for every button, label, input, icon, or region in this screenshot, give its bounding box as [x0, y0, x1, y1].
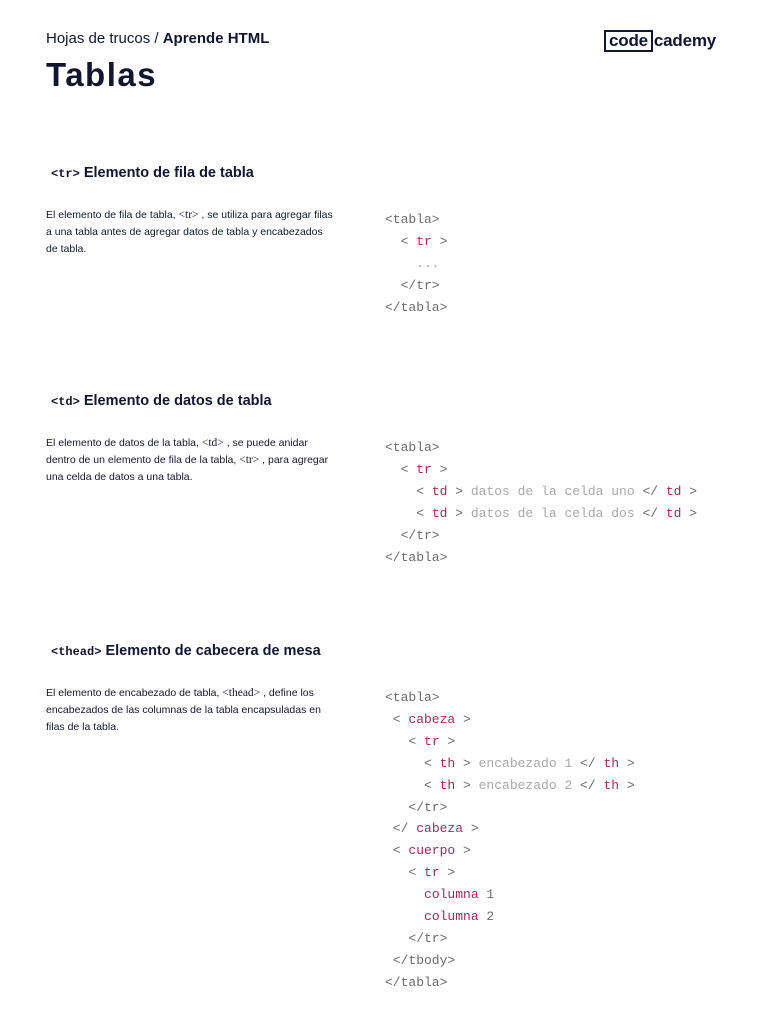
- logo-cademy: cademy: [653, 31, 717, 50]
- code-punct: >: [681, 483, 698, 499]
- code-block: [385, 437, 697, 568]
- code-line: [385, 437, 697, 459]
- code-punct: [385, 909, 424, 924]
- code-keyword: th: [439, 777, 456, 793]
- code-punct: </tabla>: [385, 299, 448, 315]
- desc-inline-code: <tr>: [239, 454, 260, 466]
- code-line: [385, 297, 447, 319]
- code-punct: >: [455, 711, 471, 727]
- breadcrumb-prefix: Hojas de trucos /: [46, 30, 163, 47]
- code-punct: >: [431, 461, 448, 477]
- code-line: [385, 459, 697, 481]
- code-keyword: td: [431, 483, 448, 499]
- desc-text: , se puede anidar dentro de un elemento de fila de la tabla,: [46, 437, 308, 466]
- code-punct: >: [455, 777, 479, 793]
- code-line: [385, 906, 635, 928]
- section-title: [51, 165, 254, 181]
- code-punct: </: [634, 505, 666, 521]
- code-placeholder: datos de la celda uno: [470, 483, 635, 499]
- desc-text: , para agregar una celda de datos a una tabla.: [46, 454, 329, 483]
- code-punct: >: [619, 755, 635, 771]
- section-title: [51, 393, 272, 409]
- logo-code: code: [604, 30, 653, 52]
- code-line: [385, 503, 697, 525]
- code-line: [385, 753, 635, 775]
- code-punct: 2: [478, 909, 495, 925]
- code-punct: </: [385, 821, 417, 837]
- code-punct: >: [455, 755, 479, 771]
- section-heading: Elemento de cabecera de mesa: [105, 643, 321, 659]
- code-placeholder: encabezado 1: [478, 755, 573, 771]
- code-keyword: columna: [424, 909, 479, 925]
- code-keyword: tr: [416, 233, 432, 249]
- code-placeholder: datos de la celda dos: [470, 505, 635, 521]
- section-tag: <td>: [51, 395, 80, 409]
- code-punct: >: [455, 843, 471, 859]
- code-punct: <: [385, 711, 409, 727]
- code-line: [385, 884, 635, 906]
- section-description: [46, 685, 336, 736]
- page-title: Tablas: [46, 56, 158, 93]
- code-keyword: td: [665, 505, 682, 521]
- code-punct: <: [385, 755, 440, 771]
- code-punct: <: [385, 505, 432, 521]
- desc-inline-code: <tr>: [178, 209, 199, 221]
- code-block: [385, 687, 635, 994]
- code-punct: <: [385, 843, 409, 859]
- code-keyword: th: [603, 755, 620, 771]
- desc-text: El elemento de fila de tabla,: [46, 209, 179, 221]
- code-line: [385, 731, 635, 753]
- code-placeholder: ...: [385, 255, 440, 271]
- code-line: [385, 231, 447, 253]
- code-placeholder: encabezado 2: [478, 777, 573, 793]
- desc-inline-code: <td>: [201, 437, 224, 449]
- code-punct: </tr>: [385, 799, 448, 815]
- desc-text: , se utiliza para agregar filas a una tabla antes de agregar datos de tabla y encabezados de tabla.: [46, 209, 333, 255]
- code-line: [385, 775, 635, 797]
- code-line: [385, 818, 635, 840]
- code-keyword: th: [603, 777, 620, 793]
- code-keyword: tr: [416, 461, 432, 477]
- code-line: [385, 950, 635, 972]
- desc-text: , define los encabezados de las columnas de la tabla encapsuladas en filas de la tabla.: [46, 687, 321, 733]
- code-punct: >: [619, 777, 635, 793]
- code-keyword: tr: [424, 733, 440, 749]
- code-punct: <tabla>: [385, 690, 440, 705]
- breadcrumb: [46, 30, 269, 47]
- code-line: [385, 525, 697, 547]
- code-punct: </tbody>: [385, 952, 456, 968]
- code-line: [385, 253, 447, 275]
- desc-text: El elemento de datos de la tabla,: [46, 437, 202, 449]
- desc-text: El elemento de encabezado de tabla,: [46, 687, 223, 699]
- code-punct: </tr>: [385, 930, 448, 946]
- code-punct: </: [572, 755, 604, 771]
- code-punct: >: [439, 865, 456, 881]
- code-keyword: td: [431, 505, 448, 521]
- section-title: [51, 643, 321, 659]
- code-punct: </tr>: [385, 527, 440, 543]
- code-punct: >: [463, 821, 479, 837]
- desc-inline-code: <thead>: [222, 687, 261, 699]
- code-punct: >: [447, 505, 471, 521]
- code-punct: [385, 887, 424, 902]
- section-heading: Elemento de fila de tabla: [83, 165, 254, 181]
- code-keyword: th: [439, 755, 456, 771]
- code-punct: <: [385, 233, 417, 249]
- code-punct: <: [385, 733, 425, 749]
- code-punct: <: [385, 483, 432, 499]
- section-description: [46, 435, 336, 486]
- code-line: [385, 209, 447, 231]
- section-description: [46, 207, 336, 258]
- section-tag: <thead>: [51, 645, 102, 659]
- code-punct: >: [447, 483, 471, 499]
- code-line: [385, 547, 697, 569]
- code-line: [385, 840, 635, 862]
- section-tag: <tr>: [51, 167, 80, 181]
- code-line: [385, 687, 635, 709]
- code-punct: >: [439, 733, 456, 749]
- codecademy-logo: [604, 30, 716, 52]
- code-punct: </: [572, 777, 604, 793]
- code-block: [385, 209, 447, 319]
- code-line: [385, 275, 447, 297]
- code-line: [385, 709, 635, 731]
- code-punct: >: [681, 505, 698, 521]
- code-line: [385, 928, 635, 950]
- code-line: [385, 797, 635, 819]
- code-punct: <tabla>: [385, 440, 440, 455]
- code-keyword: td: [665, 483, 682, 499]
- breadcrumb-current: Aprende HTML: [162, 30, 270, 47]
- section-heading: Elemento de datos de tabla: [83, 393, 272, 409]
- code-keyword: columna: [424, 887, 479, 903]
- code-line: [385, 481, 697, 503]
- code-punct: <: [385, 865, 425, 881]
- code-keyword: cabeza: [416, 821, 464, 837]
- code-keyword: tr: [424, 865, 440, 881]
- code-punct: </tabla>: [385, 549, 448, 565]
- code-punct: </tabla>: [385, 974, 448, 990]
- code-punct: </: [634, 483, 666, 499]
- code-punct: <: [385, 461, 417, 477]
- code-punct: <: [385, 777, 440, 793]
- code-keyword: cabeza: [408, 711, 456, 727]
- code-keyword: cuerpo: [408, 843, 456, 859]
- code-line: [385, 972, 635, 994]
- code-punct: <tabla>: [385, 212, 440, 227]
- code-punct: 1: [478, 887, 495, 903]
- code-line: [385, 862, 635, 884]
- code-punct: >: [431, 233, 448, 249]
- code-punct: </tr>: [385, 277, 440, 293]
